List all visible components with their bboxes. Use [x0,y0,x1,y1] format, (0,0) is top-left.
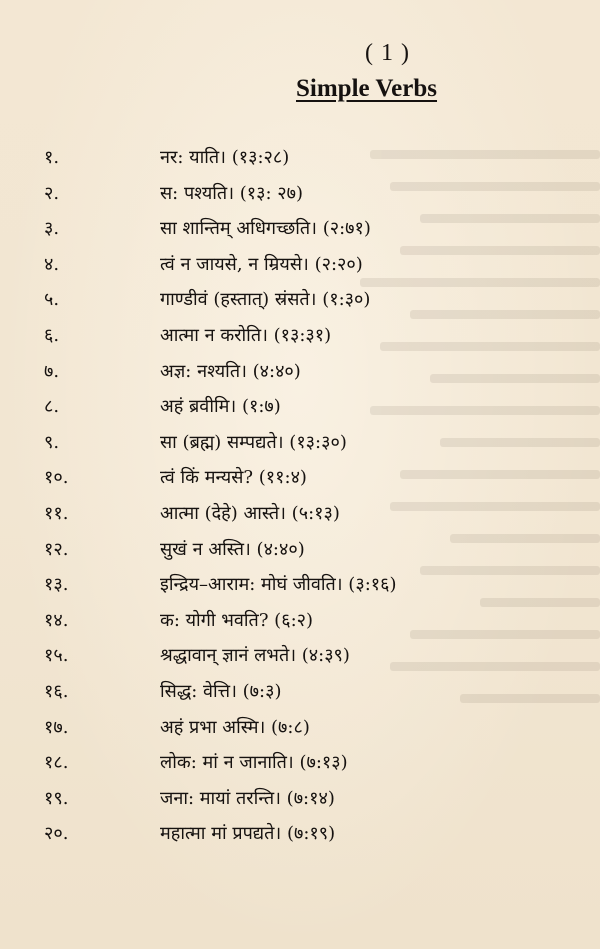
sentence-number: १२. [44,538,69,560]
sentence-number: ८. [44,396,60,418]
sentence-text: सुखं न अस्ति। (४:४०) [160,538,305,560]
sentence-number: ९. [44,431,60,453]
sentence-item [0,532,600,568]
sentence-item [0,211,600,247]
sentence-number: ७. [44,360,60,382]
sentence-item [0,460,600,496]
sentence-item [0,425,600,461]
sentence-item [0,496,600,532]
sentence-text: श्रद्धावान् ज्ञानं लभते। (४:३९) [160,645,350,667]
sentence-item [0,247,600,283]
sentence-item [0,781,600,817]
sentence-text: सा (ब्रह्म) सम्पद्यते। (१३:३०) [160,431,347,453]
sentence-number: ३. [44,218,60,240]
sentence-number: ११. [44,502,69,524]
sentence-text: जना: मायां तरन्ति। (७:१४) [160,787,335,809]
sentence-item [0,638,600,674]
sentence-item [0,176,600,212]
sentence-text: सिद्ध: वेत्ति। (७:३) [160,680,282,702]
sentence-item [0,674,600,710]
sentence-text: त्वं किं मन्यसे? (११:४) [160,467,307,489]
sentence-list [0,140,600,852]
sentence-item [0,282,600,318]
sentence-text: क: योगी भवति? (६:२) [160,609,314,631]
sentence-number: १८. [44,752,69,774]
sentence-number: १६. [44,680,69,702]
sentence-item [0,318,600,354]
sentence-text: गाण्डीवं (हस्तात्) स्रंसते। (१:३०) [160,289,371,311]
sentence-item [0,354,600,390]
sentence-item [0,710,600,746]
sentence-number: २. [44,182,60,204]
sentence-text: अज्ञ: नश्यति। (४:४०) [160,360,301,382]
sentence-item [0,603,600,639]
sentence-item [0,567,600,603]
sentence-text: महात्मा मां प्रपद्यते। (७:१९) [160,823,336,845]
sentence-number: ५. [44,289,60,311]
sentence-item [0,140,600,176]
page-number: ( 1 ) [365,40,410,66]
sentence-text: त्वं न जायसे, न म्रियसे। (२:२०) [160,253,363,275]
sentence-number: १०. [44,467,69,489]
sentence-number: १९. [44,787,69,809]
sentence-number: २०. [44,823,69,845]
sentence-text: अहं ब्रवीमि। (१:७) [160,396,281,418]
sentence-number: १. [44,147,60,168]
sentence-text: लोक: मां न जानाति। (७:१३) [160,752,348,774]
sentence-number: १७. [44,716,69,738]
sentence-number: १३. [44,574,69,596]
sentence-number: ६. [44,324,60,346]
sentence-number: ४. [44,253,60,275]
sentence-text: इन्द्रिय–आराम: मोघं जीवति। (३:१६) [160,574,397,596]
section-title: Simple Verbs [296,75,438,102]
sentence-text: सा शान्तिम् अधिगच्छति। (२:७१) [160,218,371,240]
sentence-text: स: पश्यति। (१३: २७) [160,182,304,204]
sentence-item [0,816,600,852]
sentence-text: आत्मा (देहे) आस्ते। (५:१३) [160,502,340,524]
sentence-text: आत्मा न करोति। (१३:३१) [160,324,332,346]
sentence-item [0,745,600,781]
sentence-text: अहं प्रभा अस्मि। (७:८) [160,716,310,738]
sentence-number: १५. [44,645,69,667]
sentence-item [0,389,600,425]
sentence-number: १४. [44,609,69,631]
sentence-text: नर: याति। (१३:२८) [160,147,290,168]
